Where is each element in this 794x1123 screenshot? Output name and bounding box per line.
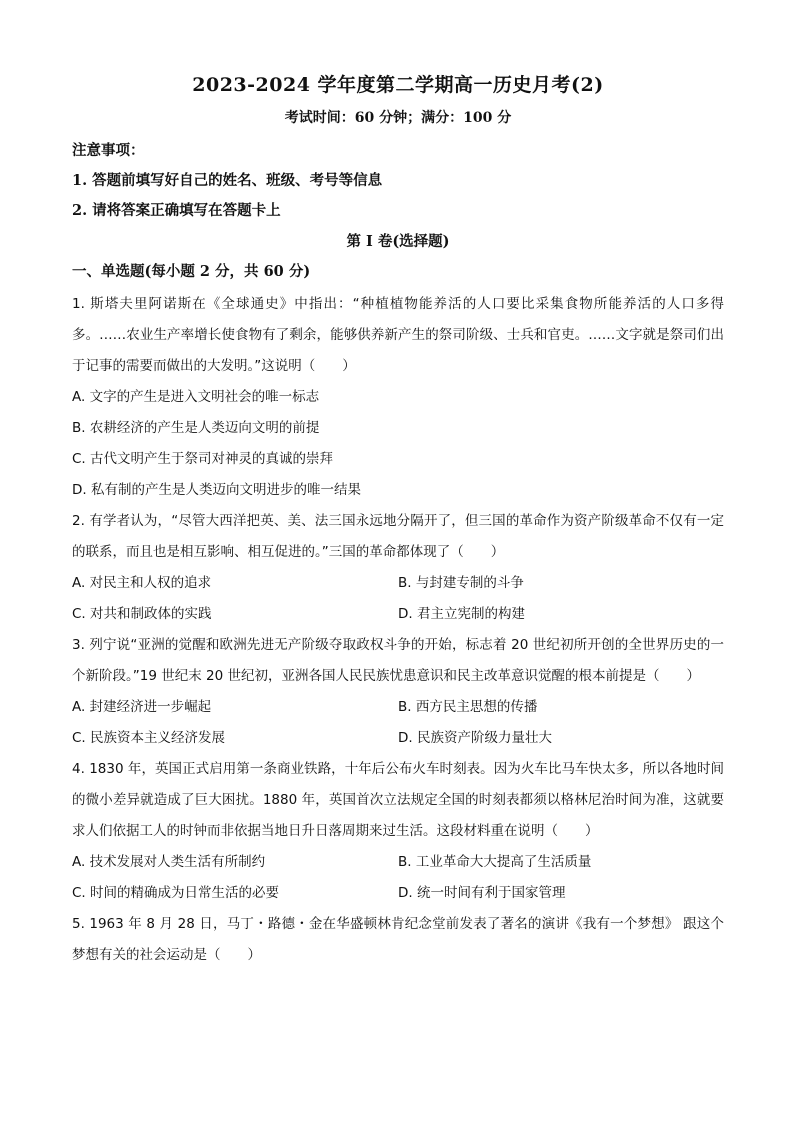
question-4-options-row-2 (72, 878, 724, 909)
question-2-option-b: B. 与封建专制的斗争 (398, 575, 524, 591)
question-1-option-d: D. 私有制的产生是人类迈向文明进步的唯一结果 (72, 482, 361, 498)
question-1-option-b: B. 农耕经济的产生是人类迈向文明的前提 (72, 420, 320, 436)
question-3-option-a: A. 封建经济进一步崛起 (72, 699, 212, 715)
notice-heading: 注意事项： (72, 142, 145, 159)
question-3-option-c: C. 民族资本主义经济发展 (72, 730, 226, 746)
question-4-option-b: B. 工业革命大大提高了生活质量 (398, 854, 592, 870)
question-4-options-row-1 (72, 847, 724, 878)
question-5-stem: 5. 1963 年 8 月 28 日，马丁・路德・金在华盛顿林肯纪念堂前发表了著名的演讲《我有一个梦想》 跟这个梦想有关的社会运动是（ ） (72, 916, 724, 963)
question-4-option-d: D. 统一时间有利于国家管理 (398, 885, 566, 901)
question-2-option-d: D. 君主立宪制的构建 (398, 606, 525, 622)
question-3-option-d: D. 民族资产阶级力量壮大 (398, 730, 552, 746)
question-3-stem: 3. 列宁说“亚洲的觉醒和欧洲先进无产阶级夺取政权斗争的开始，标志着 20 世纪初所开创的全世界历史的一个新阶段。”19 世纪末 20 世纪初，亚洲各国人民民族忧患意识和民主改革意识觉醒的根本前提是（ ） (72, 637, 724, 684)
question-2-options-row-2 (72, 599, 724, 630)
question-1-option-c: C. 古代文明产生于祭司对神灵的真诚的崇拜 (72, 451, 334, 467)
question-3-options-row-2 (72, 723, 724, 754)
question-2-option-c: C. 对共和制政体的实践 (72, 606, 212, 622)
question-1-option-a: A. 文字的产生是进入文明社会的唯一标志 (72, 389, 320, 405)
exam-title: 2023-2024 学年度第二学期高一历史月考(2) (192, 74, 604, 96)
question-4-option-c: C. 时间的精确成为日常生活的必要 (72, 885, 280, 901)
question-3-options-row-1 (72, 692, 724, 723)
volume-heading: 第 I 卷(选择题) (346, 233, 450, 250)
notice-item: 1. 答题前填写好自己的姓名、班级、考号等信息 (72, 172, 383, 189)
section-heading: 一、单选题(每小题 2 分，共 60 分) (72, 263, 311, 280)
question-2-options-row-1 (72, 568, 724, 599)
notice-item: 2. 请将答案正确填写在答题卡上 (72, 202, 281, 219)
question-4-option-a: A. 技术发展对人类生活有所制约 (72, 854, 266, 870)
question-2-option-a: A. 对民主和人权的追求 (72, 575, 212, 591)
question-2-stem: 2. 有学者认为，“尽管大西洋把英、美、法三国永远地分隔开了，但三国的革命作为资产阶级革命不仅有一定的联系，而且也是相互影响、相互促进的。”三国的革命都体现了（ ） (72, 513, 724, 560)
exam-subtitle: 考试时间：60 分钟；满分：100 分 (284, 110, 512, 126)
question-4-stem: 4. 1830 年，英国正式启用第一条商业铁路，十年后公布火车时刻表。因为火车比马车快太多，所以各地时间的微小差异就造成了巨大困扰。1880 年，英国首次立法规定全国的时刻表都须以格林尼治时间为准，这就要求人们依据工人的时钟而非依据当地日升日落周期来过生活。这段材料重在说明（ ） (72, 761, 724, 839)
question-1-stem: 1. 斯塔夫里阿诺斯在《全球通史》中指出：“种植植物能养活的人口要比采集食物所能养活的人口多得多。……农业生产率增长使食物有了剩余，能够供养新产生的祭司阶级、士兵和官吏。……文字就是祭司们出于记事的需要而做出的大发明。”这说明（ ） (72, 296, 724, 374)
exam-page (72, 60, 724, 971)
question-3-option-b: B. 西方民主思想的传播 (398, 699, 538, 715)
